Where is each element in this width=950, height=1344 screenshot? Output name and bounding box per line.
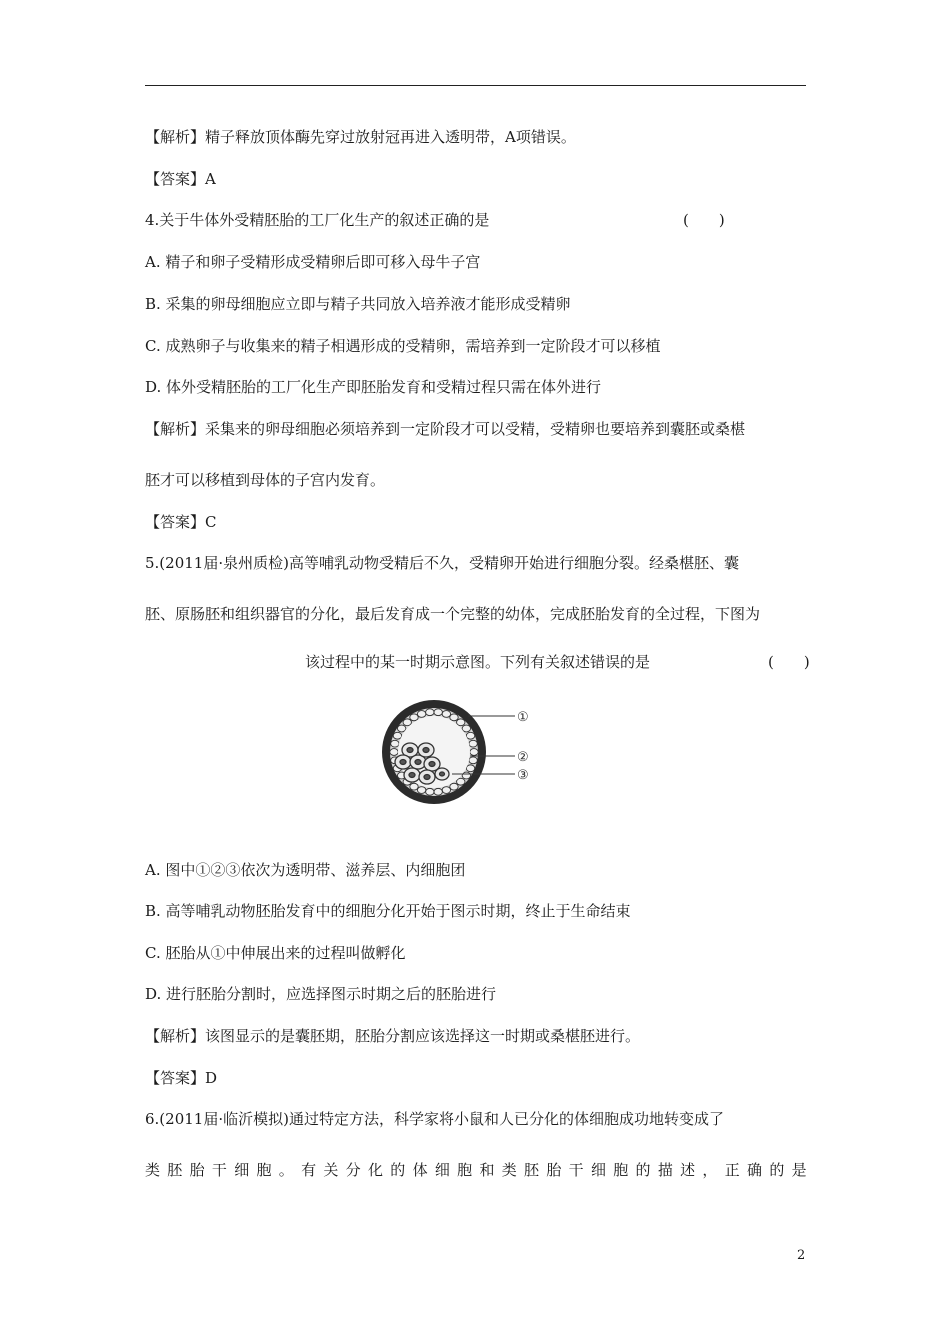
question-6-char: 和 (479, 1161, 495, 1179)
trophoblast-cell (457, 719, 465, 726)
option-4a: A. 精子和卵子受精形成受精卵后即可移入母牛子宫 (145, 253, 481, 271)
question-6-char: 类 (145, 1161, 161, 1179)
trophoblast-cell (393, 732, 401, 739)
question-6-char: 分 (345, 1161, 361, 1179)
question-6-char: 类 (501, 1161, 517, 1179)
trophoblast-cell (442, 787, 450, 794)
option-4c: C. 成熟卵子与收集来的精子相遇形成的受精卵，需培养到一定阶段才可以移植 (145, 337, 661, 355)
question-6-char: 胞 (457, 1161, 473, 1179)
label-3: ③ (517, 768, 529, 783)
question-6-char: 干 (568, 1161, 584, 1179)
trophoblast-cell (403, 719, 411, 726)
trophoblast-cell (450, 714, 458, 721)
question-6-char: 的 (769, 1161, 785, 1179)
question-6-char: 胚 (167, 1161, 183, 1179)
question-5-line3: 该过程中的某一时期示意图。下列有关叙述错误的是 (305, 653, 651, 671)
trophoblast-cell (450, 783, 458, 790)
option-4d: D. 体外受精胚胎的工厂化生产即胚胎发育和受精过程只需在体外进行 (145, 378, 602, 396)
trophoblast-cell (457, 778, 465, 785)
question-6-line2 (145, 1160, 807, 1180)
trophoblast-cell (417, 787, 425, 794)
option-4b: B. 采集的卵母细胞应立即与精子共同放入培养液才能形成受精卵 (145, 295, 571, 313)
answer-q4: 【答案】C (145, 513, 217, 531)
trophoblast-cell (434, 788, 442, 795)
question-6-char: 细 (434, 1161, 450, 1179)
question-6-char: 的 (635, 1161, 651, 1179)
question-6-char: 胎 (546, 1161, 562, 1179)
question-6-char: 干 (211, 1161, 227, 1179)
option-5b: B. 高等哺乳动物胚胎发育中的细胞分化开始于图示时期，终止于生命结束 (145, 902, 631, 920)
option-5d: D. 进行胚胎分割时，应选择图示时期之后的胚胎进行 (145, 985, 497, 1003)
page-number: 2 (797, 1248, 806, 1263)
question-6-char: 。 (278, 1161, 294, 1179)
question-6-char: 细 (590, 1161, 606, 1179)
question-4-blank: ( ) (683, 211, 725, 229)
trophoblast-cell (426, 709, 434, 716)
question-6-char: 化 (367, 1161, 383, 1179)
answer-q3: 【答案】A (145, 170, 216, 188)
question-6-char: 的 (390, 1161, 406, 1179)
trophoblast-cell (442, 711, 450, 718)
trophoblast-cell (410, 714, 418, 721)
analysis-q4-line1: 【解析】采集来的卵母细胞必须培养到一定阶段才可以受精，受精卵也要培养到囊胚或桑椹 (145, 420, 746, 438)
question-6-char: 述 (680, 1161, 696, 1179)
question-6-char: 关 (323, 1161, 339, 1179)
label-2: ② (517, 750, 529, 765)
question-4-stem: 4.关于牛体外受精胚胎的工厂化生产的叙述正确的是 (145, 211, 490, 229)
question-6-char: 是 (791, 1161, 807, 1179)
question-6-char: 描 (657, 1161, 673, 1179)
blastocyst-diagram (370, 698, 570, 828)
question-6-char: 确 (747, 1161, 763, 1179)
trophoblast-cell (417, 711, 425, 718)
trophoblast-cell (391, 740, 399, 747)
label-1: ① (517, 710, 529, 725)
trophoblast-cell (410, 783, 418, 790)
question-5-line1: 5.(2011届·泉州质检)高等哺乳动物受精后不久，受精卵开始进行细胞分裂。经桑椹胚、囊 (145, 554, 739, 572)
answer-q5: 【答案】D (145, 1069, 218, 1087)
question-6-char: 有 (301, 1161, 317, 1179)
question-6-char: 正 (724, 1161, 740, 1179)
trophoblast-cell (397, 725, 405, 732)
question-6-char: 胚 (524, 1161, 540, 1179)
question-6-char: 胞 (613, 1161, 629, 1179)
question-5-blank: ( ) (768, 653, 810, 671)
analysis-q5: 【解析】该图显示的是囊胚期，胚胎分割应该选择这一时期或桑椹胚进行。 (145, 1027, 641, 1045)
trophoblast-cell (466, 732, 474, 739)
header-rule (145, 85, 806, 86)
trophoblast-cell (469, 757, 477, 764)
question-6-char: 胞 (256, 1161, 272, 1179)
question-5-line2: 胚、原肠胚和组织器官的分化，最后发育成一个完整的幼体，完成胚胎发育的全过程，下图为 (145, 605, 761, 623)
question-6-char: 体 (412, 1161, 428, 1179)
trophoblast-cell (469, 740, 477, 747)
analysis-q4-line2: 胚才可以移植到母体的子宫内发育。 (145, 471, 386, 489)
option-5c: C. 胚胎从①中伸展出来的过程叫做孵化 (145, 944, 406, 962)
trophoblast-cell (470, 749, 478, 756)
analysis-q3: 【解析】精子释放顶体酶先穿过放射冠再进入透明带，A项错误。 (145, 128, 576, 146)
question-6-char: 胎 (189, 1161, 205, 1179)
question-6-line1: 6.(2011届·临沂模拟)通过特定方法，科学家将小鼠和人已分化的体细胞成功地转变成了 (145, 1110, 724, 1128)
question-6-char: ， (702, 1161, 718, 1179)
trophoblast-cell (434, 709, 442, 716)
trophoblast-cell (426, 788, 434, 795)
trophoblast-cell (462, 725, 470, 732)
trophoblast-cell (466, 765, 474, 772)
option-5a: A. 图中①②③依次为透明带、滋养层、内细胞团 (145, 861, 466, 879)
question-6-char: 细 (234, 1161, 250, 1179)
trophoblast-cell (462, 772, 470, 779)
trophoblast-cell (390, 749, 398, 756)
